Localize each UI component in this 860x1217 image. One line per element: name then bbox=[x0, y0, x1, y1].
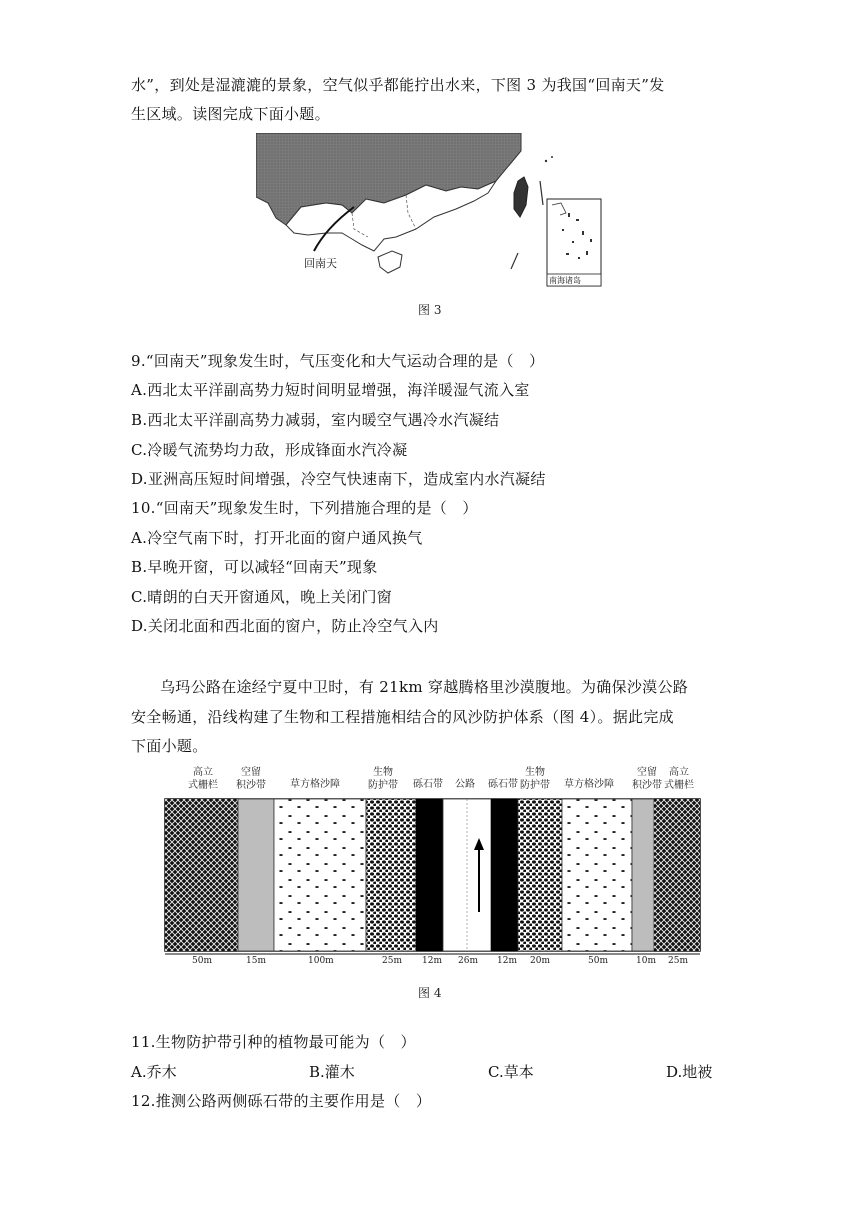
q9-option-c: C.冷暖气流势均力敌，形成锋面水汽冷凝 bbox=[131, 441, 408, 459]
intro-line-1: 水”，到处是湿漉漉的景象，空气似乎都能拧出水来，下图 3 为我国“回南天”发 bbox=[131, 76, 665, 94]
band-label-7: 砾石带 bbox=[488, 779, 518, 790]
band-label-5: 砾石带 bbox=[413, 779, 443, 790]
q10-stem: 10.“回南天”现象发生时，下列措施合理的是（ ） bbox=[131, 499, 478, 517]
figure-3-map bbox=[256, 133, 606, 290]
inset-label-south-sea-islands: 南海诸岛 bbox=[549, 276, 581, 285]
q11-option-a: A.乔木 bbox=[131, 1063, 177, 1081]
band-label-2: 空留 积沙带 bbox=[236, 767, 266, 791]
band-label-1: 高立 式栅栏 bbox=[188, 767, 218, 791]
figure-4-diagram bbox=[160, 764, 705, 974]
q11-option-d: D.地被 bbox=[666, 1063, 713, 1081]
passage2-line-2: 安全畅通，沿线构建了生物和工程措施相结合的风沙防护体系（图 4）。据此完成 bbox=[131, 708, 674, 726]
band-width-2: 15m bbox=[246, 956, 266, 966]
band-width-10: 10m bbox=[636, 956, 656, 966]
q11-option-b: B.灌木 bbox=[309, 1063, 355, 1081]
q10-option-b: B.早晚开窗，可以减轻“回南天”现象 bbox=[131, 558, 378, 576]
map-label-huinantian: 回南天 bbox=[304, 257, 337, 270]
band-width-8: 20m bbox=[530, 956, 550, 966]
band-width-4: 25m bbox=[382, 956, 402, 966]
q10-option-c: C.晴朗的白天开窗通风，晚上关闭门窗 bbox=[131, 588, 393, 606]
q9-stem: 9.“回南天”现象发生时，气压变化和大气运动合理的是（ ） bbox=[131, 352, 545, 370]
band-label-10: 空留 积沙带 bbox=[632, 767, 662, 791]
band-label-3: 草方格沙障 bbox=[290, 779, 340, 790]
q9-option-b: B.西北太平洋副高势力减弱，室内暖空气遇冷水汽凝结 bbox=[131, 411, 500, 429]
band-width-3: 100m bbox=[308, 956, 334, 966]
q11-stem: 11.生物防护带引种的植物最可能为（ ） bbox=[131, 1033, 416, 1051]
q9-option-d: D.亚洲高压短时间增强，冷空气快速南下，造成室内水汽凝结 bbox=[131, 470, 546, 488]
band-width-6: 26m bbox=[458, 956, 478, 966]
q12-stem: 12.推测公路两侧砾石带的主要作用是（ ） bbox=[131, 1092, 432, 1110]
band-width-7: 12m bbox=[497, 956, 517, 966]
figure-4-caption: 图 4 bbox=[418, 986, 442, 1000]
passage2-line-1: 乌玛公路在途经宁夏中卫时，有 21km 穿越腾格里沙漠腹地。为确保沙漠公路 bbox=[160, 678, 689, 696]
band-label-8: 生物 防护带 bbox=[520, 767, 550, 791]
band-width-9: 50m bbox=[588, 956, 608, 966]
q11-option-c: C.草本 bbox=[488, 1063, 534, 1081]
band-width-5: 12m bbox=[422, 956, 442, 966]
passage2-line-3: 下面小题。 bbox=[131, 737, 208, 755]
band-label-4: 生物 防护带 bbox=[368, 767, 398, 791]
band-label-6: 公路 bbox=[455, 779, 475, 790]
band-width-1: 50m bbox=[192, 956, 212, 966]
q9-option-a: A.西北太平洋副高势力短时间明显增强，海洋暖湿气流入室 bbox=[131, 381, 530, 399]
q10-option-d: D.关闭北面和西北面的窗户，防止冷空气入内 bbox=[131, 617, 439, 635]
band-label-9: 草方格沙障 bbox=[564, 779, 614, 790]
band-width-11: 25m bbox=[668, 956, 688, 966]
intro-line-2: 生区域。读图完成下面小题。 bbox=[131, 105, 330, 123]
band-label-11: 高立 式栅栏 bbox=[664, 767, 694, 791]
q10-option-a: A.冷空气南下时，打开北面的窗户通风换气 bbox=[131, 529, 423, 547]
figure-3-caption: 图 3 bbox=[418, 303, 442, 317]
